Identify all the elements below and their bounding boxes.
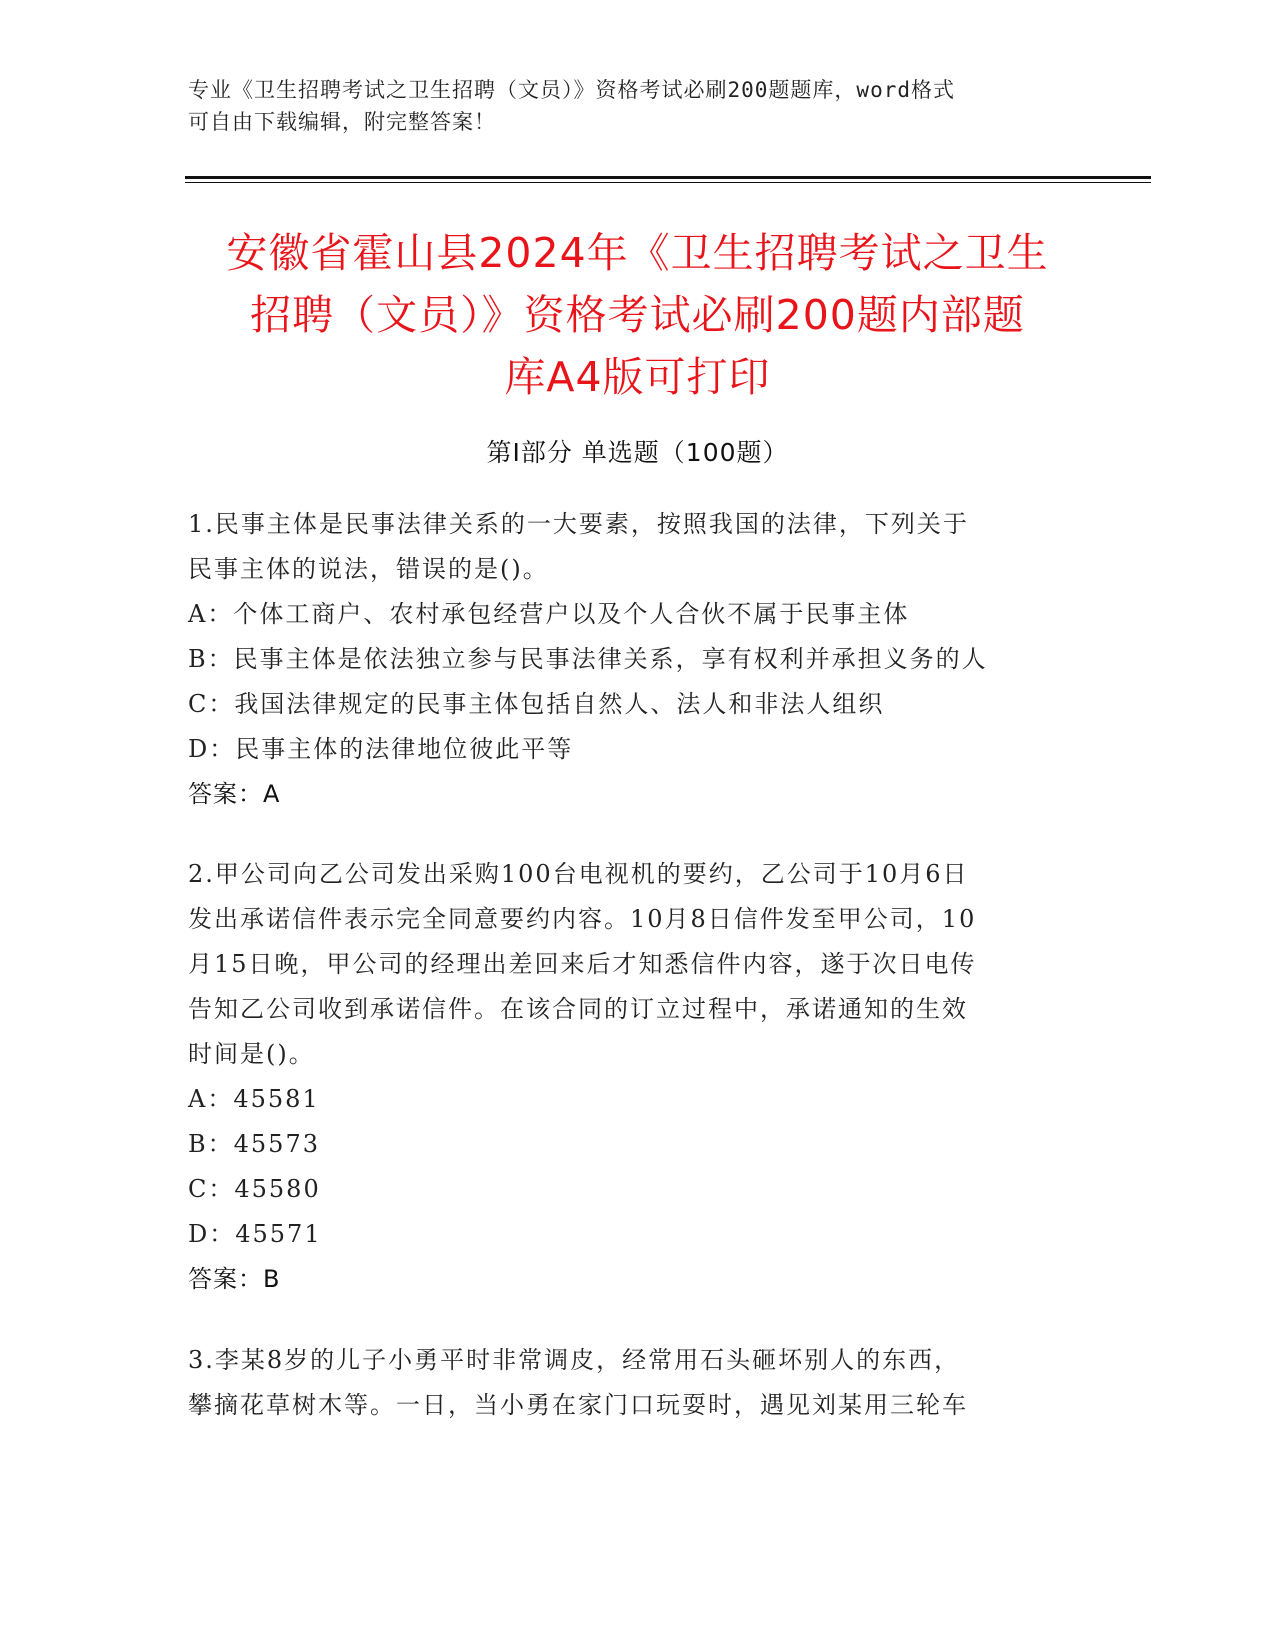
document-title [150,222,1125,408]
question-3 [188,1338,1088,1428]
question-stem-line: 告知乙公司收到承诺信件。在该合同的订立过程中，承诺通知的生效 [188,995,968,1023]
header-note-line: 可自由下载编辑，附完整答案！ [188,110,496,134]
question-2 [188,852,1088,1302]
title-line: 招聘（文员）》资格考试必刷200题内部题 [250,291,1025,339]
option-b: B：民事主体是依法独立参与民事法律关系，享有权利并承担义务的人 [188,645,988,673]
header-divider [185,176,1151,179]
header-note-line: 专业《卫生招聘考试之卫生招聘（文员）》资格考试必刷200题题库，word格式 [188,78,955,102]
option-c: C：我国法律规定的民事主体包括自然人、法人和非法人组织 [188,690,885,718]
question-stem-line: 时间是()。 [188,1040,315,1068]
title-line: 库A4版可打印 [504,353,771,401]
section-heading: 第Ⅰ部分 单选题（100题） [486,438,789,467]
option-d: D：45571 [188,1220,322,1248]
question-stem-line: 3.李某8岁的儿子小勇平时非常调皮，经常用石头砸坏别人的东西， [188,1346,961,1374]
answer: 答案：A [188,780,281,808]
option-a: A：个体工商户、农村承包经营户以及个人合伙不属于民事主体 [188,600,910,628]
question-stem-line: 2.甲公司向乙公司发出采购100台电视机的要约，乙公司于10月6日 [188,860,969,888]
option-a: A：45581 [188,1085,320,1113]
header-note [188,74,1068,138]
question-1 [188,502,1088,817]
option-b: B：45573 [188,1130,320,1158]
answer: 答案：B [188,1265,281,1293]
question-stem-line: 攀摘花草树木等。一日，当小勇在家门口玩耍时，遇见刘某用三轮车 [188,1391,968,1419]
question-stem-line: 发出承诺信件表示完全同意要约内容。10月8日信件发至甲公司，10 [188,905,977,933]
option-d: D：民事主体的法律地位彼此平等 [188,735,574,763]
question-stem-line: 1.民事主体是民事法律关系的一大要素，按照我国的法律，下列关于 [188,510,969,538]
title-line: 安徽省霍山县2024年《卫生招聘考试之卫生 [226,229,1049,277]
option-c: C：45580 [188,1175,321,1203]
question-stem-line: 民事主体的说法，错误的是()。 [188,555,549,583]
question-stem-line: 月15日晚，甲公司的经理出差回来后才知悉信件内容，遂于次日电传 [188,950,977,978]
header-divider-thin [185,182,1151,183]
